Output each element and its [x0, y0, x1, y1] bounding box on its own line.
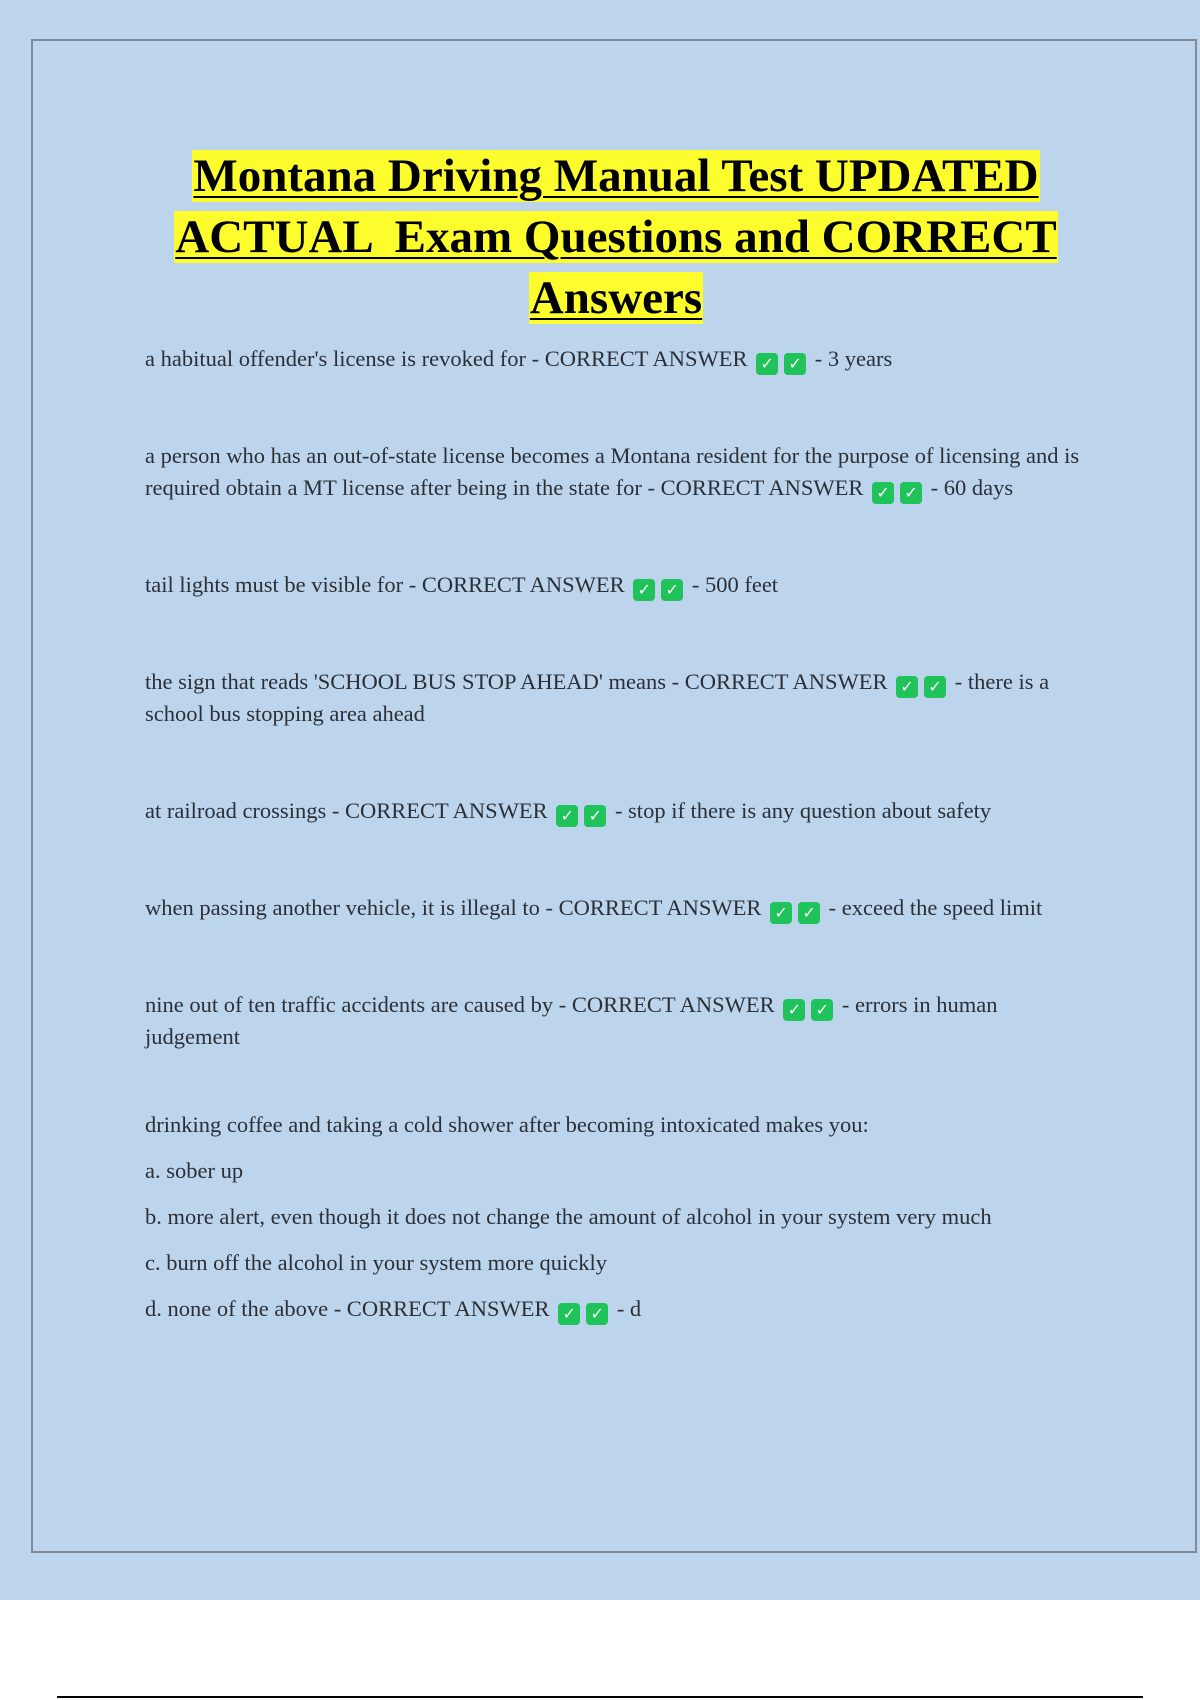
check-square-icon: ✓: [896, 676, 918, 698]
qa-item: [145, 666, 1095, 730]
mcq-answer-text: - d: [616, 1296, 642, 1321]
mcq-option-a: a. sober up: [145, 1158, 244, 1183]
check-square-icon: ✓: [924, 676, 946, 698]
question-text: tail lights must be visible for - CORRECT ANSWER: [145, 572, 625, 597]
question-text: a person who has an out-of-state license becomes a Montana resident for the purpose of licensing and is required obtain a MT license after being in the state for - CORRECT ANSWER: [145, 443, 1080, 500]
check-square-icon: ✓: [872, 482, 894, 504]
answer-text: - 60 days: [930, 475, 1014, 500]
check-square-icon: ✓: [584, 805, 606, 827]
mcq-question: drinking coffee and taking a cold shower after becoming intoxicated makes you:: [145, 1112, 869, 1137]
answer-text: - 3 years: [814, 346, 893, 371]
check-square-icon: ✓: [756, 353, 778, 375]
question-text: a habitual offender's license is revoked for - CORRECT ANSWER: [145, 346, 748, 371]
answer-text: - stop if there is any question about safety: [614, 798, 992, 823]
question-text: the sign that reads 'SCHOOL BUS STOP AHEAD' means - CORRECT ANSWER: [145, 669, 888, 694]
qa-list: [145, 343, 1095, 1339]
question-text: when passing another vehicle, it is illegal to - CORRECT ANSWER: [145, 895, 762, 920]
title-line-2: ACTUAL Exam Questions and CORRECT: [175, 211, 1057, 263]
check-square-icon: ✓: [783, 999, 805, 1021]
check-square-icon: ✓: [770, 902, 792, 924]
footer-rule: [57, 1696, 1143, 1698]
question-text: nine out of ten traffic accidents are caused by - CORRECT ANSWER: [145, 992, 775, 1017]
check-square-icon: ✓: [586, 1303, 608, 1325]
qa-item: [145, 795, 1095, 827]
check-square-icon: ✓: [556, 805, 578, 827]
check-square-icon: ✓: [900, 482, 922, 504]
qa-item: [145, 569, 1095, 601]
check-square-icon: ✓: [784, 353, 806, 375]
mcq-item: [145, 1109, 1095, 1325]
check-square-icon: ✓: [811, 999, 833, 1021]
mcq-option-d-text: d. none of the above - CORRECT ANSWER: [145, 1296, 550, 1321]
check-square-icon: ✓: [633, 579, 655, 601]
check-square-icon: ✓: [661, 579, 683, 601]
document-title: [31, 146, 1200, 329]
check-square-icon: ✓: [558, 1303, 580, 1325]
mcq-option-d: [145, 1293, 1095, 1325]
qa-item: [145, 989, 1095, 1053]
qa-item: [145, 892, 1095, 924]
qa-item: [145, 440, 1095, 504]
question-text: at railroad crossings - CORRECT ANSWER: [145, 798, 548, 823]
title-line-1: Montana Driving Manual Test UPDATED: [193, 150, 1039, 202]
mcq-option-c: c. burn off the alcohol in your system more quickly: [145, 1250, 607, 1275]
answer-text: - errors in human judgement: [145, 992, 998, 1049]
title-line-3: Answers: [529, 272, 703, 324]
qa-item: [145, 343, 1095, 375]
mcq-option-b: b. more alert, even though it does not change the amount of alcohol in your system very much: [145, 1204, 992, 1229]
answer-text: - exceed the speed limit: [828, 895, 1043, 920]
answer-text: - 500 feet: [691, 572, 779, 597]
answer-text: - there is a school bus stopping area ahead: [145, 669, 1050, 726]
check-square-icon: ✓: [798, 902, 820, 924]
